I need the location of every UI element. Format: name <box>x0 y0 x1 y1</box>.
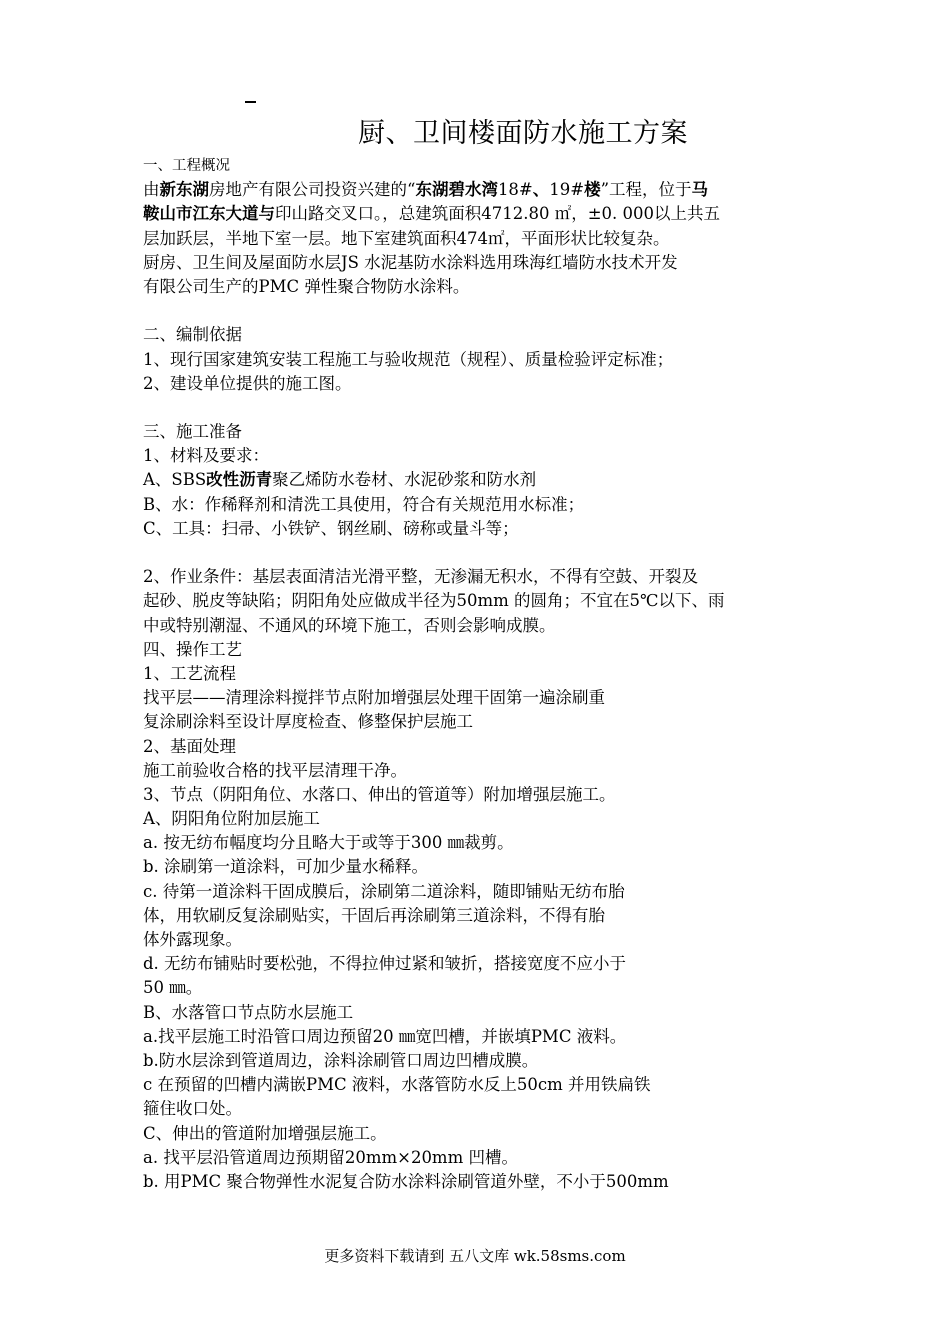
text-line: b. 涂刷第一道涂料，可加少量水稀释。 <box>143 857 429 877</box>
bold-text: 马 <box>691 180 709 200</box>
text-line: 施工前验收合格的找平层清理干净。 <box>143 760 407 780</box>
text-line: 起砂、脱皮等缺陷；阴阳角处应做成半径为50mm 的圆角；不宜在5℃以下、雨 <box>143 591 725 611</box>
footer-note: 更多资料下载请到 五八文库 wk.58sms.com <box>324 1247 626 1265</box>
text-line: a.找平层施工时沿管口周边预留20 ㎜宽凹槽，并嵌填PMC 液料。 <box>143 1026 627 1046</box>
text-line: B、水：作稀释剂和清洗工具使用，符合有关规范用水标准； <box>143 494 585 514</box>
text-line: 三、施工准备 <box>143 422 242 442</box>
text-line: a. 按无纺布幅度均分且略大于或等于300 ㎜裁剪。 <box>143 833 514 853</box>
bold-text: 改性沥青 <box>206 470 273 490</box>
text-line: c. 待第一道涂料干固成膜后，涂刷第二道涂料，随即铺贴无纺布胎 <box>143 881 625 901</box>
text-line: a. 找平层沿管道周边预期留20mm×20mm 凹槽。 <box>143 1147 518 1167</box>
text-line: 找平层——清理涂料搅拌节点附加增强层处理干固第一遍涂刷重 <box>143 688 605 708</box>
bold-text: 楼 <box>584 180 601 200</box>
text-line: 二、编制依据 <box>143 325 242 345</box>
text-line: C、伸出的管道附加增强层施工。 <box>143 1123 387 1143</box>
text-line: 2、基面处理 <box>143 736 236 756</box>
text-span: 19# <box>549 180 585 200</box>
blank-line <box>143 396 813 420</box>
text-line: 层加跃层，半地下室一层。地下室建筑面积474㎡，平面形状比较复杂。 <box>143 228 670 248</box>
text-span: 由 <box>143 180 160 200</box>
text-line: 体，用软刷反复涂刷贴实，干固后再涂刷第三道涂料，不得有胎 <box>143 905 605 925</box>
blank-line <box>143 541 813 565</box>
text-line: 体外露现象。 <box>143 930 242 949</box>
document-title: 厨、卫间楼面防水施工方案 <box>358 118 688 149</box>
text-line: A、阴阳角位附加层施工 <box>143 809 320 829</box>
text-line: 厨房、卫生间及屋面防水层JS 水泥基防水涂料选用珠海红墙防水技术开发 <box>143 252 678 272</box>
bold-text: 东湖碧水湾 <box>415 180 498 200</box>
blank-line <box>143 299 813 323</box>
text-line: C、工具：扫帚、小铁铲、钢丝刷、磅称或量斗等； <box>143 518 519 538</box>
text-line: 1、材料及要求： <box>143 446 269 466</box>
text-line: 四、操作工艺 <box>143 639 242 659</box>
text-span: A、SBS <box>143 470 207 490</box>
text-line <box>143 468 813 492</box>
text-line: 3、节点（阴阳角位、水落口、伸出的管道等）附加增强层施工。 <box>143 784 616 804</box>
text-line: b. 用PMC 聚合物弹性水泥复合防水涂料涂刷管道外壁，不小于500mm <box>143 1171 669 1191</box>
text-span: 印山路交叉口。，总建筑面积4712.80 ㎡，±0. 000以上共五 <box>275 204 721 224</box>
text-line: 2、建设单位提供的施工图。 <box>143 373 352 393</box>
text-span: 聚乙烯防水卷材、水泥砂浆和防水剂 <box>272 470 537 490</box>
text-line: 1、现行国家建筑安装工程施工与验收规范（规程）、质量检验评定标准； <box>143 349 674 369</box>
dash-mark <box>245 101 256 103</box>
text-line: 1、工艺流程 <box>143 663 236 683</box>
text-span: 房地产有限公司投资兴建的“ <box>209 180 416 200</box>
text-line: c 在预留的凹槽内满嵌PMC 液料，水落管防水反上50cm 并用铁扁铁 <box>143 1075 651 1095</box>
text-line: d. 无纺布铺贴时要松弛，不得拉伸过紧和皱折，搭接宽度不应小于 <box>143 954 627 974</box>
text-line: 箍住收口处。 <box>143 1099 242 1119</box>
bold-text: 鞍山市江东大道与 <box>143 204 275 224</box>
bold-text: 新东湖 <box>159 180 209 200</box>
text-line: B、水落管口节点防水层施工 <box>143 1002 354 1022</box>
text-line: b.防水层涂到管道周边，涂料涂刷管口周边凹槽成膜。 <box>143 1050 539 1070</box>
text-line: 2、作业条件：基层表面清洁光滑平整，无渗漏无积水，不得有空鼓、开裂及 <box>143 567 698 587</box>
text-line <box>143 178 813 202</box>
document-body <box>143 154 813 1194</box>
text-span: ”工程，位于 <box>600 180 692 200</box>
text-line <box>143 202 813 226</box>
text-line: 50 ㎜。 <box>143 978 203 998</box>
text-span: 18# <box>497 180 533 200</box>
text-line: 中或特别潮湿、不通风的环境下施工，否则会影响成膜。 <box>143 615 556 635</box>
bold-text: 、 <box>532 180 550 200</box>
text-line: 复涂刷涂料至设计厚度检查、修整保护层施工 <box>143 712 473 732</box>
text-line: 有限公司生产的PMC 弹性聚合物防水涂料。 <box>143 276 470 296</box>
text-line: 一、工程概况 <box>143 158 230 174</box>
